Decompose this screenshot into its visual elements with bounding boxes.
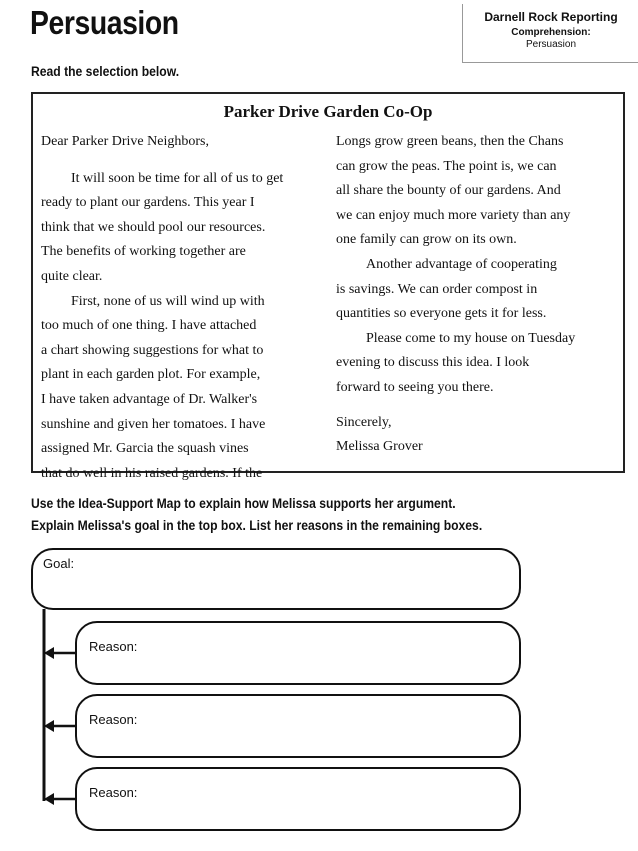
text-line: think that we should pool our resources. <box>41 219 266 235</box>
selection-title: Parker Drive Garden Co-Op <box>223 102 433 121</box>
map-instruction-line-2: Explain Melissa's goal in the top box. List her reasons in the remaining boxes. <box>31 518 483 533</box>
text-line: forward to seeing you there. <box>336 379 494 395</box>
text-line: assigned Mr. Garcia the squash vines <box>41 441 249 457</box>
text-line: First, none of us will wind up with <box>71 293 265 309</box>
reason-box[interactable] <box>75 621 521 685</box>
reason-label: Reason: <box>89 639 138 654</box>
brand-topic: Persuasion <box>525 39 577 50</box>
brand-name: Darnell Rock Reporting <box>484 10 618 24</box>
text-line: a chart showing suggestions for what to <box>41 342 264 358</box>
reason-label: Reason: <box>89 785 138 800</box>
read-instruction: Read the selection below. <box>31 64 180 79</box>
reason-label: Reason: <box>89 712 138 727</box>
reason-box[interactable] <box>75 767 521 831</box>
text-line: Longs grow green beans, then the Chans <box>336 134 564 149</box>
text-line: we can enjoy much more variety than any <box>336 207 571 223</box>
selection-column-right <box>336 130 621 460</box>
salutation: Dear Parker Drive Neighbors, <box>41 134 209 149</box>
text-line: is savings. We can order compost in <box>336 281 538 297</box>
text-line: all share the bounty of our gardens. And <box>336 183 561 199</box>
reading-selection <box>31 92 625 481</box>
text-line: Another advantage of cooperating <box>366 256 557 272</box>
page-title: Persuasion <box>30 4 179 41</box>
map-instructions <box>31 493 482 537</box>
text-line: I have taken advantage of Dr. Walker's <box>41 391 258 407</box>
signature-name: Melissa Grover <box>336 439 423 455</box>
text-line: ready to plant our gardens. This year I <box>41 195 255 211</box>
text-line: quite clear. <box>41 268 103 284</box>
text-line: quantities so everyone gets it for less. <box>336 306 547 322</box>
arrowhead-icon <box>44 647 54 659</box>
text-line: evening to discuss this idea. I look <box>336 355 530 371</box>
text-line: It will soon be time for all of us to get <box>71 170 284 186</box>
selection-column-left <box>41 130 326 486</box>
text-line: one family can grow on its own. <box>336 232 517 248</box>
text-line: The benefits of working together are <box>41 244 246 260</box>
text-line: plant in each garden plot. For example, <box>41 367 261 383</box>
arrowhead-icon <box>44 793 54 805</box>
brand-box <box>462 4 638 63</box>
closing: Sincerely, <box>336 414 392 430</box>
text-line: that do well in his raised gardens. If the <box>41 465 263 481</box>
goal-box[interactable] <box>31 548 521 610</box>
text-line: Please come to my house on Tuesday <box>366 330 576 346</box>
text-line: sunshine and given her tomatoes. I have <box>41 416 266 432</box>
reason-box[interactable] <box>75 694 521 758</box>
goal-label: Goal: <box>43 556 75 571</box>
text-line: too much of one thing. I have attached <box>41 318 257 334</box>
map-instruction-line-1: Use the Idea-Support Map to explain how Melissa supports her argument. <box>31 496 456 511</box>
text-line: can grow the peas. The point is, we can <box>336 158 557 174</box>
arrowhead-icon <box>44 720 54 732</box>
brand-category: Comprehension: <box>511 27 591 38</box>
